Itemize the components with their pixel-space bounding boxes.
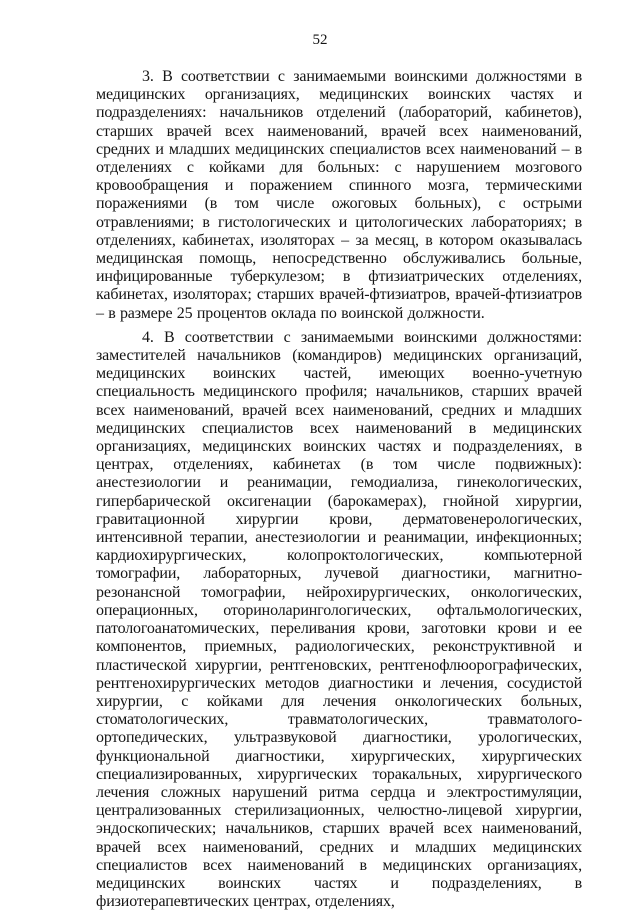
- page-number: 52: [312, 32, 328, 48]
- paragraph-4: 4. В соответствии с занимаемыми воинскими должностями: заместителей начальников (командиров) медицинских организаций, медицинских воинских частей, имеющих военно-учетную специальность медицинского профиля; начальников, старших врачей всех наименований, врачей всех наименований, средних и младших медицинских специалистов всех наименований в медицинских организациях, медицинских воинских частях и подразделениях, в центрах, отделениях, кабинетах (в том числе подвижных): анестезиологии и реанимации, гемодиализа, гинекологических, гипербарической оксигенации (барокамерах), гнойной хирургии, гравитационной хирургии крови, дерматовенерологических, интенсивной терапии, анестезиологии и реанимации, инфекционных; кардиохирургических, колопроктологических, компьютерной томографии, лабораторных, лучевой диагностики, магнитно-резонансной томографии, нейрохирургических, онкологических, операционных, оториноларингологических, офтальмологических, патологоанатомических, переливания крови, заготовки крови и ее компонентов, приемных, радиологических, реконструктивной и пластической хирургии, рентгеновских, рентгенофлюорографических, рентгенохирургических методов диагностики и лечения, сосудистой хирургии, с койками для лечения онкологических больных, стоматологических, травматологических, травматолого-ортопедических, ультразвуковой диагностики, урологических, функциональной диагностики, хирургических, хирургических специализированных, хирургических торакальных, хирургического лечения сложных нарушений ритма сердца и электростимуляции, централизованных стерилизационных, челюстно-лицевой хирургии, эндоскопических; начальников, старших врачей всех наименований, врачей всех наименований, средних и младших медицинских специалистов всех наименований в медицинских организациях, медицинских воинских частях и подразделениях, в физиотерапевтических центрах, отделениях,: [96, 328, 582, 911]
- document-body: [96, 68, 582, 911]
- paragraph-3: 3. В соответствии с занимаемыми воинскими должностями в медицинских организациях, медицинских воинских частях и подразделениях: начальников отделений (лабораторий, кабинетов), старших врачей всех наименований, врачей всех наименований, средних и младших медицинских специалистов всех наименований – в отделениях с койками для больных: с нарушением мозгового кровообращения и поражением спинного мозга, термическими поражениями (в том числе ожоговых больных), с острыми отравлениями; в гистологических и цитологических лабораториях; в отделениях, кабинетах, изоляторах – за месяц, в котором оказывалась медицинская помощь, непосредственно обслуживались больные, инфицированные туберкулезом; в фтизиатрических отделениях, кабинетах, изоляторах; старших врачей-фтизиатров, врачей-фтизиатров – в размере 25 процентов оклада по воинской должности.: [96, 68, 582, 322]
